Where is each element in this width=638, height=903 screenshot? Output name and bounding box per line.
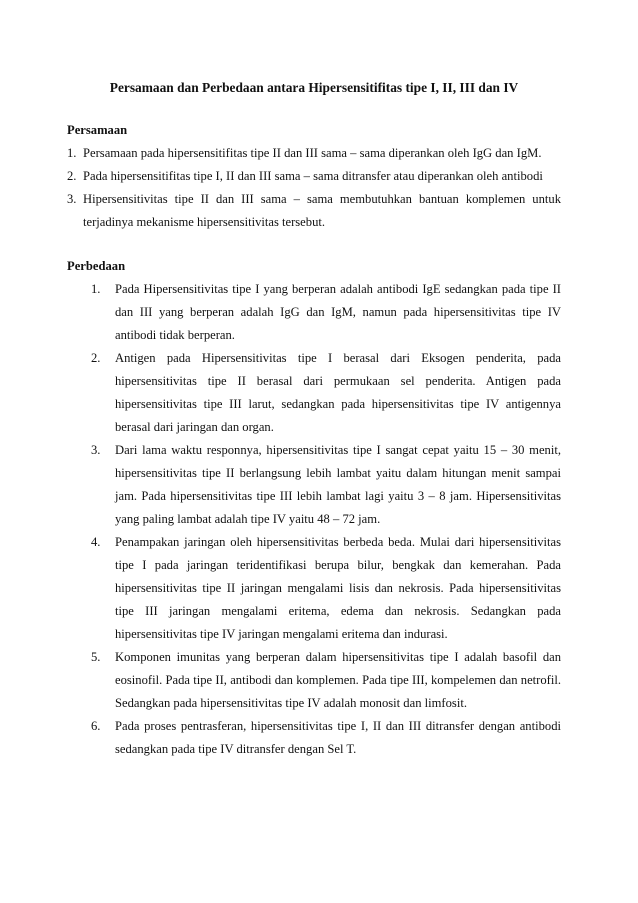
list-item (91, 347, 561, 439)
section-heading-perbedaan: Perbedaan (67, 259, 126, 273)
list-item-text: Penampakan jaringan oleh hipersensitivitas berbeda beda. Mulai dari hipersensitivitas tipe I pada jaringan teridentifikasi berupa bilur, bengkak dan kemerahan. Pada hipersensitivitas tipe II jaringan mengalami lisis dan nekrosis. Pada hipersensitivitas tipe III jaringan mengalami eritema, edema dan nekrosis. Sedangkan pada hipersensitivitas tipe IV jaringan mengalami eritema dan indurasi. (115, 535, 561, 641)
list-item (91, 646, 561, 715)
document-title: Persamaan dan Perbedaan antara Hipersensitifitas tipe I, II, III dan IV (109, 80, 519, 95)
list-item-number: 1. (91, 282, 101, 296)
list-item (67, 142, 561, 165)
list-item-number: 3. (67, 192, 77, 206)
section-spacer (67, 234, 561, 255)
list-item-number: 5. (91, 650, 101, 664)
list-item-number: 3. (91, 443, 101, 457)
list-item (91, 715, 561, 761)
list-item-number: 2. (91, 351, 101, 365)
list-item-text: Dari lama waktu responnya, hipersensitivitas tipe I sangat cepat yaitu 15 – 30 menit, hipersensitivitas tipe II berlangsung lebih lambat yaitu dalam hitungan menit sampai jam. Pada hipersensitivitas tipe III lebih lambat lagi yaitu 3 – 8 jam. Hipersensitivitas yang paling lambat adalah tipe IV yaitu 48 – 72 jam. (115, 443, 561, 526)
list-item (67, 165, 561, 188)
section-heading-persamaan: Persamaan (67, 123, 128, 137)
document-page (67, 76, 561, 761)
list-item (91, 278, 561, 347)
list-item-text: Pada hipersensitifitas tipe I, II dan III sama – sama ditransfer atau diperankan oleh antibodi (83, 169, 543, 183)
list-item-number: 4. (91, 535, 101, 549)
list-item-text: Antigen pada Hipersensitivitas tipe I berasal dari Eksogen penderita, pada hipersensitivitas tipe II berasal dari permukaan sel penderita. Antigen pada hipersensitivitas tipe III larut, sedangkan pada hipersensitivitas tipe IV antigennya berasal dari jaringan dan organ. (115, 351, 561, 434)
list-item-text: Hipersensitivitas tipe II dan III sama – sama membutuhkan bantuan komplemen untuk terjadinya mekanisme hipersensitivitas tersebut. (83, 192, 561, 229)
list-item (67, 188, 561, 234)
perbedaan-list (67, 278, 561, 761)
list-item-text: Pada proses pentrasferan, hipersensitivitas tipe I, II dan III ditransfer dengan antibodi sedangkan pada tipe IV ditransfer dengan Sel T. (115, 719, 561, 756)
list-item-number: 2. (67, 169, 77, 183)
list-item-text: Komponen imunitas yang berperan dalam hipersensitivitas tipe I adalah basofil dan eosinofil. Pada tipe II, antibodi dan komplemen. Pada tipe III, kompelemen dan netrofil. Sedangkan pada hipersensitivitas tipe IV adalah monosit dan limfosit. (115, 650, 561, 710)
list-item-number: 6. (91, 719, 101, 733)
list-item-number: 1. (67, 146, 77, 160)
list-item-text: Persamaan pada hipersensitifitas tipe II dan III sama – sama diperankan oleh IgG dan IgM. (83, 146, 542, 160)
list-item (91, 531, 561, 646)
list-item-text: Pada Hipersensitivitas tipe I yang berperan adalah antibodi IgE sedangkan pada tipe II dan III yang berperan adalah IgG dan IgM, namun pada hipersensitivitas tipe IV antibodi tidak berperan. (115, 282, 561, 342)
list-item (91, 439, 561, 531)
persamaan-list (67, 142, 561, 234)
